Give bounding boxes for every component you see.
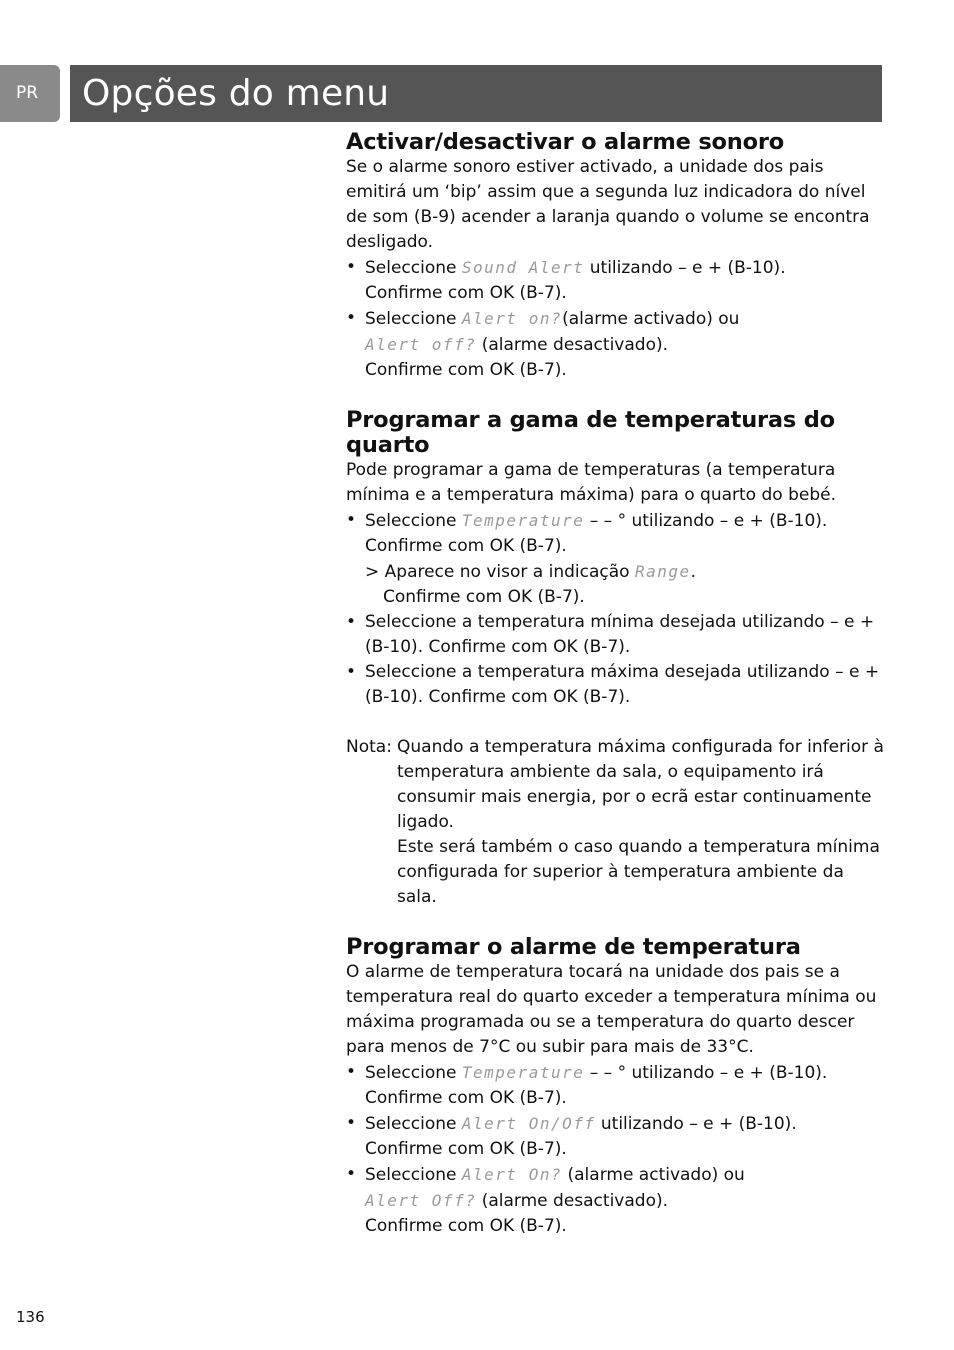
section-intro: Pode programar a gama de temperaturas (a temperatura mínima e a temperatura máxima) para o quarto do bebé. xyxy=(346,460,836,505)
bullet-icon: • xyxy=(346,1062,357,1082)
item-text: utilizando – e + (B-10). xyxy=(584,258,786,278)
language-tab: PR xyxy=(0,65,60,122)
section-temperature-range xyxy=(346,408,886,910)
list-item xyxy=(346,508,886,559)
list-item xyxy=(346,1060,886,1111)
lcd-display-text: Alert Off? xyxy=(365,1191,477,1210)
note-label: Nota: xyxy=(346,737,392,757)
lcd-display-text: Temperature xyxy=(461,1063,585,1082)
section-heading: Programar o alarme de temperatura xyxy=(346,934,801,960)
item-text: (alarme activado) ou xyxy=(562,1165,745,1185)
item-text: – – ° utilizando – e + (B-10). xyxy=(584,511,828,531)
section-sound-alert xyxy=(346,130,886,383)
lcd-display-text: Alert On/Off xyxy=(461,1114,596,1133)
item-text: Seleccione a temperatura mínima desejada utilizando – e + (B-10). Confirme com OK (B-7). xyxy=(365,612,875,657)
confirm-text: Confirme com OK (B-7). xyxy=(365,1216,567,1236)
lcd-display-text: Range xyxy=(634,562,691,581)
confirm-text: Confirme com OK (B-7). xyxy=(365,1088,567,1108)
list-item xyxy=(346,610,886,660)
confirm-text: Confirme com OK (B-7). xyxy=(365,1139,567,1159)
bullet-icon: • xyxy=(346,612,357,632)
lcd-display-text: Temperature xyxy=(461,511,585,530)
bullet-icon: • xyxy=(346,662,357,682)
confirm-text: Confirme com OK (B-7). xyxy=(365,360,567,380)
result-text: > Aparece no visor a indicação xyxy=(365,562,635,582)
list-item xyxy=(346,306,886,383)
section-temperature-alarm xyxy=(346,935,886,1239)
main-content xyxy=(346,130,886,1239)
note-text: Este será também o caso quando a temperatura mínima configurada for superior à temperatura ambiente da sala. xyxy=(397,837,880,907)
note xyxy=(346,735,886,910)
lcd-display-text: Alert on? xyxy=(461,309,563,328)
bullet-icon: • xyxy=(346,510,357,530)
item-text: Seleccione xyxy=(365,1063,462,1083)
bullet-icon: • xyxy=(346,1164,357,1184)
confirm-text: Confirme com OK (B-7). xyxy=(365,283,567,303)
page-number: 136 xyxy=(16,1308,45,1326)
lcd-display-text: Alert On? xyxy=(461,1165,563,1184)
bullet-icon: • xyxy=(346,257,357,277)
item-text: Seleccione xyxy=(365,309,462,329)
result-line xyxy=(346,559,886,585)
list-item xyxy=(346,1111,886,1162)
item-text: utilizando – e + (B-10). xyxy=(595,1114,797,1134)
item-text: Seleccione xyxy=(365,1165,462,1185)
section-heading: Programar a gama de temperaturas do quarto xyxy=(346,407,835,458)
list-item xyxy=(346,1162,886,1239)
item-text: (alarme desactivado). xyxy=(476,335,669,355)
section-intro: O alarme de temperatura tocará na unidade dos pais se a temperatura real do quarto exceder a temperatura mínima ou máxima programada ou se a temperatura do quarto descer para menos de 7°C ou subir para mais de 33°C. xyxy=(346,962,877,1057)
lcd-display-text: Alert off? xyxy=(365,335,477,354)
item-text: Seleccione xyxy=(365,1114,462,1134)
section-heading: Activar/desactivar o alarme sonoro xyxy=(346,129,784,155)
page-title: Opções do menu xyxy=(82,73,390,114)
confirm-text: Confirme com OK (B-7). xyxy=(383,587,585,607)
item-text: (alarme activado) ou xyxy=(562,309,740,329)
item-text: Seleccione xyxy=(365,511,462,531)
section-intro: Se o alarme sonoro estiver activado, a unidade dos pais emitirá um ‘bip’ assim que a segunda luz indicadora do nível de som (B-9) acender a laranja quando o volume se encontra desligado. xyxy=(346,157,870,252)
item-text: (alarme desactivado). xyxy=(476,1191,669,1211)
list-item xyxy=(346,255,886,306)
bullet-icon: • xyxy=(346,1113,357,1133)
item-text: – – ° utilizando – e + (B-10). xyxy=(584,1063,828,1083)
lcd-display-text: Sound Alert xyxy=(461,258,585,277)
confirm-text: Confirme com OK (B-7). xyxy=(365,536,567,556)
title-bar xyxy=(70,65,882,122)
bullet-icon: • xyxy=(346,308,357,328)
item-text: Seleccione a temperatura máxima desejada utilizando – e + (B-10). Confirme com OK (B-7). xyxy=(365,662,880,707)
list-item xyxy=(346,660,886,710)
item-text: Seleccione xyxy=(365,258,462,278)
result-text: . xyxy=(690,562,697,582)
note-text: Quando a temperatura máxima configurada for inferior à temperatura ambiente da sala, o equipamento irá consumir mais energia, por o ecrã estar continuamente ligado. xyxy=(397,737,884,832)
